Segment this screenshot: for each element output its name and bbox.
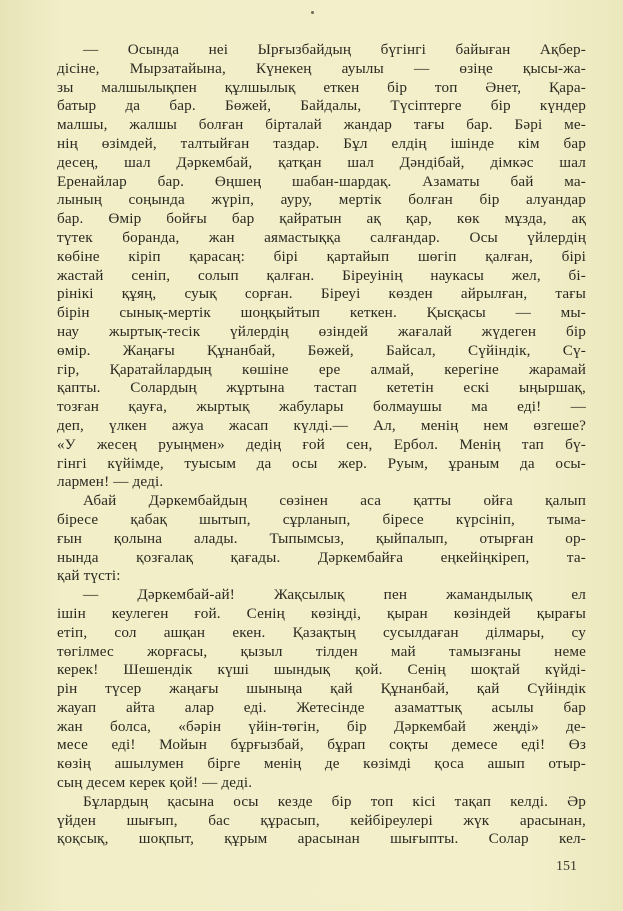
text-line: бірін сынық-мертік шоңқыйтып кеткен. Қысқасы — мы- [57, 304, 586, 322]
text-line: рін түсер жаңағы шыныңа қай Құнанбай, қай Сүйіндік [57, 680, 586, 698]
text-line: батыр да бар. Бөжей, Байдалы, Түсіптерге бір күндер [57, 97, 586, 115]
text-line: Абай Дәркембайдың сөзінен аса қатты ойға қалып [83, 492, 586, 510]
body-text [57, 41, 586, 849]
text-line: үйден шығып, бас құрасып, кейбіреулері жүк арасынан, [57, 811, 586, 829]
text-line: көбіне кіріп қарасаң: бірі қартайып шөгіп қалған, бірі [57, 247, 586, 265]
text-line: дісіне, Мырзатайына, Күнекең ауылы — өзіңе қысы-жа- [57, 59, 586, 77]
text-line: гір, Қаратайлардың көшіне ере алмай, керегіне жарамай [57, 360, 586, 378]
text-line: біресе қабақ шытып, сұрланып, біресе күрсініп, тыма- [57, 510, 586, 528]
text-line: лының соңында жүріп, ауру, мертік болған бір алуандар [57, 191, 586, 209]
text-line: қоқсық, шоқпыт, құрым арасынан шығыпты. Солар кел- [57, 830, 586, 848]
text-line: нау жыртық-тесік үйлердің өзіндей жағалай жүдеген бір [57, 322, 586, 340]
text-line: жастай сеніп, солып қалған. Біреуінің наукасы жел, бі- [57, 266, 586, 284]
text-line: нында қозғалақ қағады. Дәркембайға еңкейіңкіреп, та- [57, 548, 586, 566]
text-line: жауап айта алар еді. Жетесінде азаматтық асылы бар [57, 698, 586, 716]
text-line: малшы, жалшы болған бірталай жандар тағы бар. Бәрі ме- [57, 116, 586, 134]
text-line: деп, үлкен ажуа жасап күлді.— Ал, менің нем өзгеше? [57, 416, 586, 434]
text-line: көзің ашылумен бірге менің де көзімді қоса ашып отыр- [57, 755, 586, 773]
text-line: — Осында неі Ырғызбайдың бүгінгі байыған Ақбер- [83, 41, 586, 58]
text-line: десең, шал Дәркембай, қатқан шал Дәндібай, дімкәс шал [57, 153, 586, 171]
text-line: зы малшылықпен құлшылық еткен бір топ Әнет, Қара- [57, 78, 586, 96]
text-line: өмір. Жаңағы Құнанбай, Бөжей, Байсал, Сүйіндік, Сү- [57, 341, 586, 359]
text-line: тозған қауға, жыртық жабулары болмаушы ма еді! — [57, 398, 586, 416]
text-line: нің өзімдей, талтыйған таздар. Бұл елдің ішінде кім бар [57, 134, 586, 152]
text-line: керек! Шешендік күші шындық қой. Сенің шоқтай күйді- [57, 661, 586, 679]
text-line: рінікі құяң, суық сорған. Біреуі көзден айрылған, тағы [57, 285, 586, 303]
text-line: месе еді! Мойын бұрғызбай, бұрап соқты демесе еді! Өз [57, 736, 586, 754]
text-line: жан болса, «бәрін үйін-төгін, бір Дәркембай жеңді» де- [57, 717, 586, 735]
paragraph [57, 793, 586, 849]
paragraph [57, 41, 586, 492]
paragraph [57, 586, 586, 793]
text-line: қапты. Солардың жұртына тастап кететін ескі ыңыршақ, [57, 379, 586, 397]
paragraph [57, 492, 586, 586]
text-line: — Дәркембай-ай! Жақсылық пен жамандылық ел [83, 586, 586, 604]
text-line: бар. Өмір бойғы бар қайратын ақ қар, көк мұзда, ақ [57, 210, 586, 228]
page-speck [311, 11, 314, 14]
text-line: қай түсті: [57, 567, 121, 585]
text-line: ішін кеулеген ғой. Сенің көзіңді, қыран көзіндей қырағы [57, 604, 586, 622]
text-line: лармен! — деді. [57, 473, 164, 491]
text-line: түтек боранда, жан аямастыққа салғандар. Осы үйлердің [57, 228, 586, 246]
text-line: ғын қолына алады. Тыпымсыз, қыйпалып, отырған ор- [57, 529, 586, 547]
text-line: Бұлардың қасына осы кезде бір топ кісі тақап келді. Әр [83, 792, 586, 810]
page-number: 151 [556, 859, 577, 874]
text-line: «У жесең руыңмен» дедің ғой сен, Ербол. Менің тап бү- [57, 435, 586, 453]
text-line: Еренайлар бар. Өңшең шабан-шардақ. Азаматы бай ма- [57, 172, 586, 190]
text-line: төгілмес жорғасы, қызыл тілден май тамызғаны неме [57, 642, 586, 660]
text-line: гінгі күйімде, туысым да осы жер. Руым, ұраным да осы- [57, 454, 586, 472]
text-line: сың десем керек қой! — деді. [57, 774, 253, 792]
text-line: етіп, сол ашқан екен. Қазақтың сусылдаған ділмары, су [57, 623, 586, 641]
